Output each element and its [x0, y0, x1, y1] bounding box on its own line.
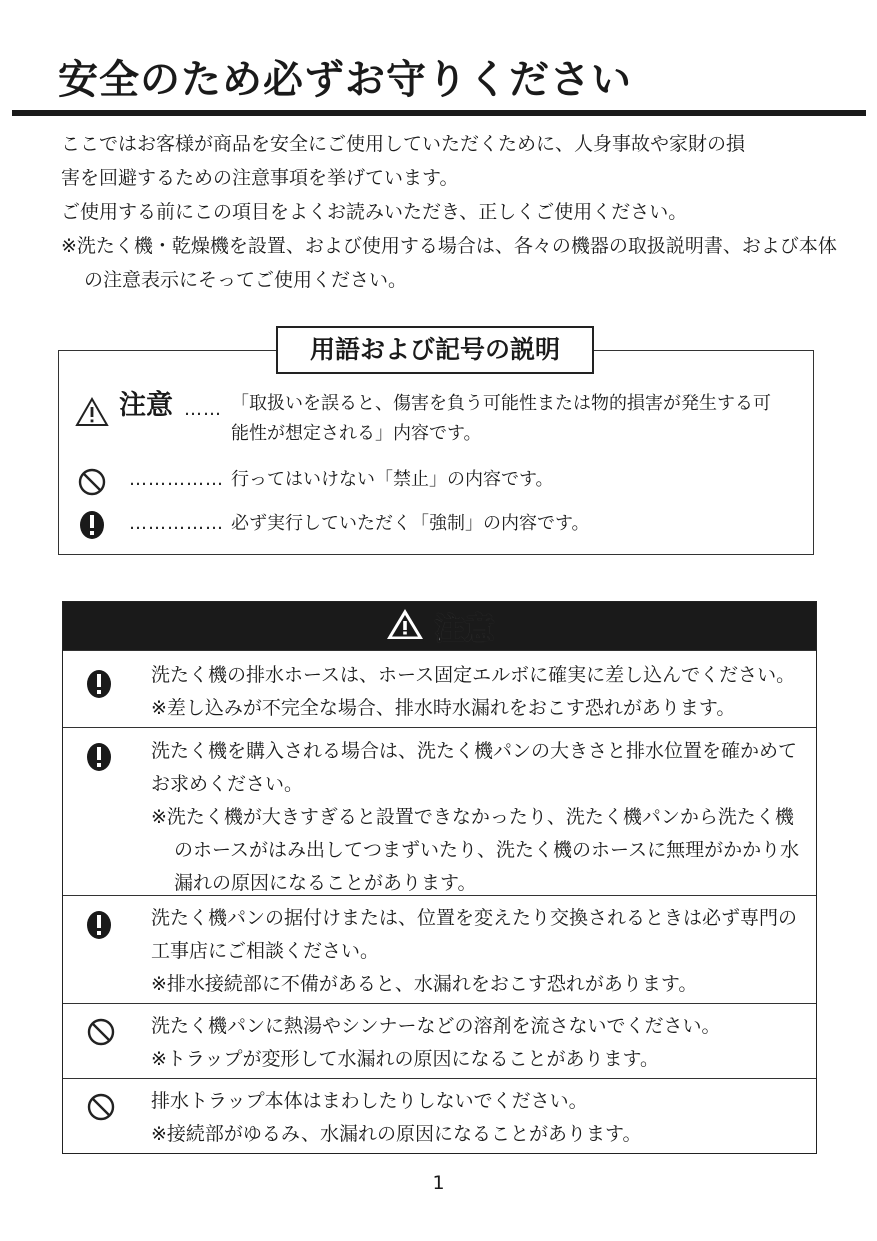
caution-note: ※排水接続部に不備があると、水漏れをおこす恐れがあります。 [151, 973, 698, 995]
warning-triangle-icon [385, 607, 425, 645]
title-underline [12, 110, 866, 116]
intro-text [61, 127, 841, 297]
mandatory-icon [86, 669, 112, 703]
leader-dots: …… [184, 399, 222, 420]
legend-box [58, 350, 814, 555]
caution-note: ※洗たく機が大きすぎると設置できなかったり、洗たく機パンから洗たく機のホースがはみ出してつまずいたり、洗たく機のホースに無理がかかり水漏れの原因になることがあります。 [151, 806, 800, 894]
caution-text: 洗たく機パンに熱湯やシンナーなどの溶剤を流さないでください。 [151, 1015, 721, 1037]
mandatory-icon [86, 742, 112, 776]
caution-text: 洗たく機の排水ホースは、ホース固定エルボに確実に差し込んでください。 [151, 664, 796, 686]
page-title: 安全のため必ずお守りください [58, 57, 632, 103]
legend-caution-word: 注意 [119, 390, 173, 421]
legend-caution-desc: 能性が想定される」内容です。 [231, 423, 482, 444]
caution-item [63, 1003, 816, 1078]
intro-line: 害を回避するための注意事項を挙げています。 [61, 167, 459, 189]
caution-note: ※接続部がゆるみ、水漏れの原因になることがあります。 [151, 1123, 642, 1145]
prohibit-icon [77, 467, 107, 507]
caution-item [63, 727, 816, 895]
caution-item [63, 895, 816, 1003]
caution-note: ※トラップが変形して水漏れの原因になることがあります。 [151, 1048, 660, 1070]
caution-text: 排水トラップ本体はまわしたりしないでください。 [151, 1090, 588, 1112]
leader-dots: …………… [129, 469, 224, 490]
intro-line: ここではお客様が商品を安全にご使用していただくために、人身事故や家財の損 [61, 133, 746, 155]
caution-item [63, 650, 816, 727]
caution-table [62, 601, 817, 1154]
caution-text: 洗たく機を購入される場合は、洗たく機パンの大きさと排水位置を確かめてお求めください。 [151, 740, 798, 795]
caution-item [63, 1078, 816, 1154]
caution-note: ※差し込みが不完全な場合、排水時水漏れをおこす恐れがあります。 [151, 697, 736, 719]
caution-text: 洗たく機パンの据付けまたは、位置を変えたり交換されるときは必ず専門の工事店にご相談ください。 [151, 907, 798, 962]
legend-title: 用語および記号の説明 [276, 326, 594, 374]
intro-line: ご使用する前にこの項目をよくお読みいただき、正しくご使用ください。 [61, 201, 688, 223]
page-number: 1 [432, 1172, 445, 1194]
legend-prohibit-desc: 行ってはいけない「禁止」の内容です。 [231, 469, 554, 490]
legend-caution-desc: 「取扱いを誤ると、傷害を負う可能性または物的損害が発生する可 [231, 393, 771, 414]
warning-triangle-icon [75, 397, 109, 437]
intro-note: ※洗たく機・乾燥機を設置、および使用する場合は、各々の機器の取扱説明書、および本体の注意表示にそってご使用ください。 [61, 235, 837, 291]
prohibit-icon [86, 1092, 116, 1126]
mandatory-icon [86, 910, 112, 944]
mandatory-icon [79, 510, 105, 550]
prohibit-icon [86, 1017, 116, 1051]
leader-dots: …………… [129, 513, 224, 534]
legend-mandatory-desc: 必ず実行していただく「強制」の内容です。 [231, 513, 590, 534]
caution-header [63, 602, 816, 650]
caution-header-label: 注意 [434, 612, 495, 647]
